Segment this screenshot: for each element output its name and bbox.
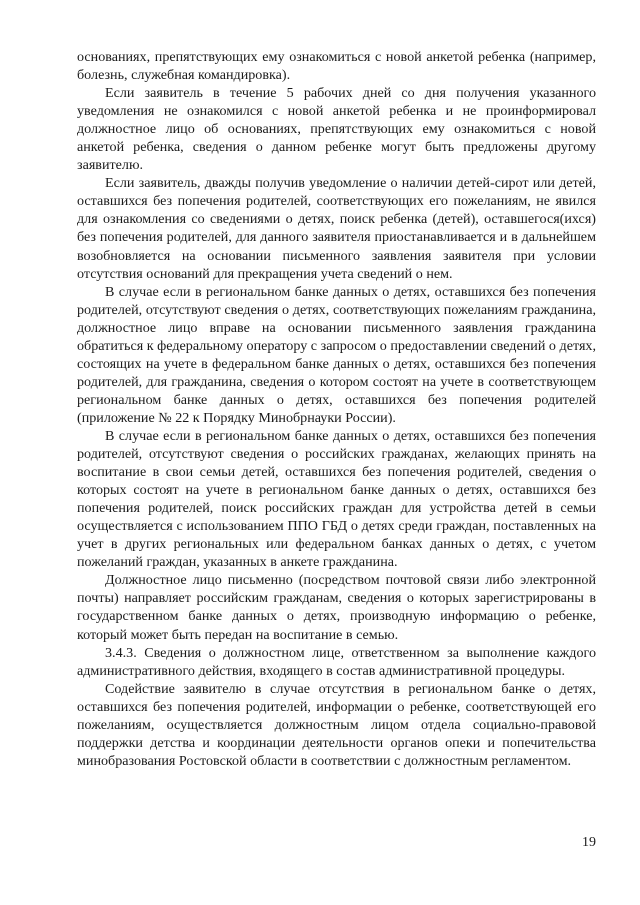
- page-number: 19: [582, 835, 596, 850]
- section-heading-3-4-3: 3.4.3. Сведения о должностном лице, ответственном за выполнение каждого административного действия, входящего в состав административной процедуры.: [77, 644, 596, 679]
- document-body: [77, 48, 596, 770]
- paragraph-official-notification: Должностное лицо письменно (посредством почтовой связи либо электронной почты) направляет российским гражданам, сведения о которых зарегистрированы в государственном банке данных о детях, производную информацию о ребенке, который может быть передан на воспитание в семью.: [77, 572, 596, 643]
- paragraph-responsible-official: Содействие заявителю в случае отсутствия в региональном банке о детях, оставшихся без попечения родителей, информации о ребенке, соответствующей его пожеланиям, осуществляется должностным лицом отдела социально-правовой поддержки детства и координации деятельности органов опеки и попечительства минобразования Ростовской области в соответствии с должностным регламентом.: [77, 680, 596, 769]
- paragraph-citizen-search: В случае если в региональном банке данных о детях, оставшихся без попечения родителей, отсутствуют сведения о российских гражданах, желающих принять на воспитание в свои семьи детей, оставшихся без попечения родителей, сведения о которых состоят на учете в региональном банке данных о детях, оставшихся без попечения родителей, поиск российских граждан для устройства детей в семьи осуществляется с использованием ППО ГБД о детях среди граждан, поставленных на учет в других региональных или федеральном банках данных о детях, с учетом пожеланий граждан, указанных в анкете гражданина.: [77, 427, 596, 571]
- paragraph-notification-deadline: Если заявитель в течение 5 рабочих дней со дня получения указанного уведомления не ознакомился с новой анкетой ребенка и не проинформировал должностное лицо об основаниях, препятствующих ему ознакомиться с новой анкетой ребенка, сведения о данном ребенке могут быть предложены другому заявителю.: [77, 85, 596, 174]
- paragraph-continuation: основаниях, препятствующих ему ознакомиться с новой анкетой ребенка (например, болезнь, служебная командировка).: [77, 49, 596, 84]
- paragraph-search-suspension: Если заявитель, дважды получив уведомление о наличии детей-сирот или детей, оставшихся без попечения родителей, соответствующих его пожеланиям, не явился для ознакомления со сведениями о детях, поиск ребенка (детей), оставшегося(ихся) без попечения родителей, для данного заявителя приостанавливается и в дальнейшем возобновляется на основании письменного заявления заявителя при условии отсутствия оснований для прекращения учета сведений о нем.: [77, 175, 596, 282]
- paragraph-federal-operator-request: В случае если в региональном банке данных о детях, оставшихся без попечения родителей, отсутствуют сведения о детях, соответствующих пожеланиям гражданина, должностное лицо вправе на основании письменного заявления гражданина обратиться к федеральному оператору с запросом о предоставлении сведений о детях, состоящих на учете в федеральном банке данных о детях, оставшихся без попечения родителей, для гражданина, сведения о котором состоят на учете в соответствующем региональном банке данных о детях, оставшихся без попечения родителей (приложение № 22 к Порядку Минобрнауки России).: [77, 283, 596, 426]
